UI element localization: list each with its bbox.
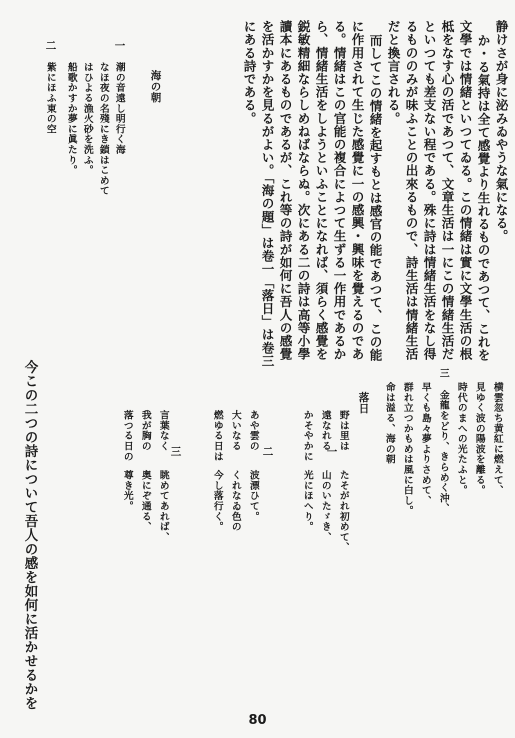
poem-line: 横雲忽ち黄紅に燃えて、 [491, 382, 503, 496]
text-line: といつても差支ない程である。殊に詩は情緒生活をなし得 [421, 20, 437, 361]
poem-line: 早くも島々夢よりさめて、 [419, 382, 431, 506]
poem-line: 船歌かすか夢に眞たり。 [65, 62, 77, 176]
stanza-number: 三 [169, 446, 182, 457]
poem-line: 眺めてあれば、 [157, 470, 169, 543]
poem-line: 遠なれる [319, 410, 331, 452]
text-line: 讀本にあるものであるが、これ等の詩が如何に吾人の感覺 [277, 20, 293, 361]
poem-line: なほ夜の名殘にき鎖はこめて [97, 62, 109, 196]
poem-line: 紫にほふ東の空 [44, 62, 56, 135]
poem-line: 燃ゆる日は [211, 410, 223, 462]
text-line: に作用されて生じた感覺に一の感興・興味を覺えるのであ [349, 20, 365, 361]
text-line: 鋭敏精細ならしめねばならぬ。次にある二の詩は高等小學 [295, 20, 311, 361]
poem-line: 群れ立つかもめは風に白し。 [401, 382, 413, 516]
poem-title: 海の朝 [149, 70, 162, 103]
poem-line: 落つる日の [121, 410, 133, 462]
poem-line: 光にほへり。 [301, 470, 313, 532]
poem-line: 尊き光。 [121, 470, 133, 512]
poem-line: 奥にぞ通る、 [139, 470, 151, 532]
poem-line: 波漂ひて。 [247, 470, 259, 522]
text-line: るもののみが味ふことの出來るもので、詩生活は情緒生活 [403, 20, 419, 361]
page-number: 80 [248, 713, 267, 728]
stanza-number: 二 [261, 446, 274, 457]
text-line: る。情緒はこの官能の複合によつて生ずる一作用であるか [331, 20, 347, 361]
text-line: ら、情緒生活をしようといふことになれば、須らく感覺を [313, 20, 329, 361]
text-line: か・る氣持は全て感覺より生れるものであつて、これを [475, 34, 491, 362]
poem-line: はひよる漁火砂を洗ふ。 [81, 62, 93, 176]
poem-line: かそやかに [301, 410, 313, 462]
poem-line: 言葉なく [157, 410, 169, 452]
poem-line: 野は里は [337, 410, 349, 452]
text-line: 而してこの情緒を起すもとは感官の能であつて、この能 [367, 34, 383, 362]
poem-line: くれなゐ色の [229, 470, 241, 532]
text-line: にある詩である。 [241, 20, 257, 125]
poem-title: 落日 [357, 392, 370, 414]
poem-line: あや雲の [247, 410, 259, 452]
poem-line: たそがれ初めて、 [337, 470, 349, 553]
poem-line: 見ゆく波の陽波を離る。 [473, 382, 485, 496]
stanza-number: 一 [113, 40, 126, 51]
poem-line: 時代のまへの光たふと。 [455, 382, 467, 496]
text-line: 文學では情緒といつてゐる。この情緒は實に文學生活の根 [457, 20, 473, 361]
text-line: を活かすかを見るがよい。「海の題」は卷一「落日」は卷三 [259, 20, 275, 368]
text-line: 静けさが身に泌みゐやうな氣になる。 [493, 20, 509, 243]
poem-line: 三 金龍をどり、きらめく沖、 [437, 368, 449, 514]
poem-line: 潮の音遠し明行く海 [113, 62, 125, 155]
text-line: だと換言される。 [385, 20, 401, 125]
text-line: 今この二つの詩について吾人の感を如何に活かせるかを [21, 360, 38, 710]
poem-line: 命は溢る、海の朝 [383, 382, 395, 465]
text-line: 柢をなす心の活であつて、文章生活は一にこの情緒生活だ [439, 20, 455, 361]
poem-line: 我が胸の [139, 410, 151, 452]
stanza-number: 一 [325, 446, 338, 457]
poem-line: 山のいたゞき、 [319, 470, 331, 543]
stanza-number: 二 [44, 40, 57, 51]
poem-line: 今し落行く。 [211, 470, 223, 532]
poem-line: 大いなる [229, 410, 241, 452]
